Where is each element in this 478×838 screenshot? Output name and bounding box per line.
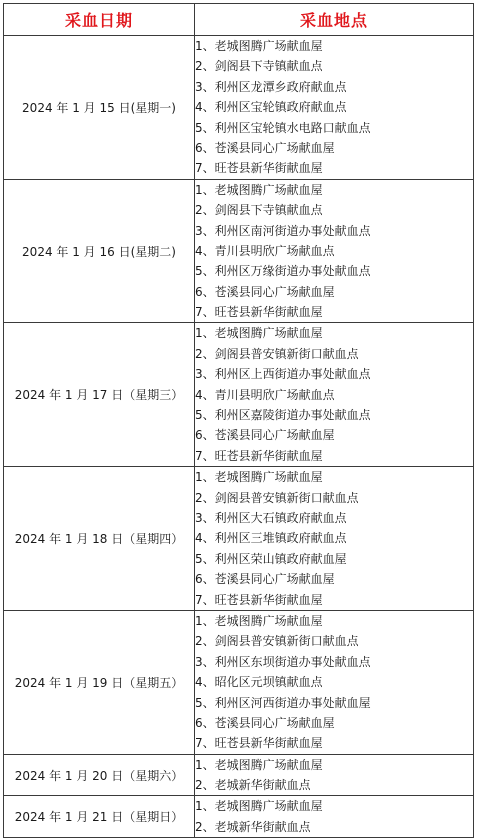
schedule-row [4, 36, 474, 180]
site-item: 3、利州区大石镇政府献血点 [195, 510, 347, 525]
site-item: 7、旺苍县新华街献血屋 [195, 448, 323, 463]
site-item: 6、苍溪县同心广场献血屋 [195, 284, 335, 299]
date-column-header: 采血日期 [4, 4, 195, 36]
site-item: 6、苍溪县同心广场献血屋 [195, 572, 335, 587]
site-item: 6、苍溪县同心广场献血屋 [195, 140, 335, 155]
site-item: 2、剑阁县普安镇新街口献血点 [195, 634, 359, 649]
site-item: 5、利州区荣山镇政府献血屋 [195, 551, 347, 566]
date-cell: 2024 年 1 月 18 日（星期四） [4, 467, 195, 611]
site-item: 5、利州区宝轮镇水电路口献血点 [195, 120, 371, 135]
sites-cell [195, 754, 474, 796]
site-item: 5、利州区万缘街道办事处献血点 [195, 264, 371, 279]
site-item: 4、昭化区元坝镇献血点 [195, 675, 323, 690]
site-item: 3、利州区上西街道办事处献血点 [195, 367, 371, 382]
site-item: 2、老城新华街献血点 [195, 819, 311, 834]
schedule-row [4, 610, 474, 754]
site-item: 4、利州区宝轮镇政府献血点 [195, 100, 347, 115]
schedule-body [4, 36, 474, 838]
site-item: 1、老城图腾广场献血屋 [195, 39, 323, 53]
site-item: 2、剑阁县普安镇新街口献血点 [195, 490, 359, 505]
schedule-row [4, 467, 474, 611]
site-item: 4、利州区三堆镇政府献血点 [195, 531, 347, 546]
site-item: 5、利州区河西街道办事处献血屋 [195, 695, 371, 710]
site-item: 1、老城图腾广场献血屋 [195, 613, 323, 628]
site-item: 7、旺苍县新华街献血屋 [195, 161, 323, 176]
table-header-row [4, 4, 474, 36]
site-item: 7、旺苍县新华街献血屋 [195, 736, 323, 751]
site-item: 1、老城图腾广场献血屋 [195, 326, 323, 341]
site-item: 1、老城图腾广场献血屋 [195, 470, 323, 485]
site-item: 2、剑阁县下寺镇献血点 [195, 59, 323, 74]
sites-cell [195, 467, 474, 611]
date-cell: 2024 年 1 月 16 日(星期二) [4, 179, 195, 323]
sites-cell [195, 610, 474, 754]
site-item: 3、利州区南河街道办事处献血点 [195, 223, 371, 238]
site-item: 5、利州区嘉陵街道办事处献血点 [195, 408, 371, 423]
donation-schedule-table [3, 3, 474, 838]
date-cell: 2024 年 1 月 21 日（星期日） [4, 796, 195, 838]
schedule-row [4, 179, 474, 323]
sites-cell [195, 796, 474, 838]
site-item: 2、老城新华街献血点 [195, 778, 311, 793]
site-item: 3、利州区东坝街道办事处献血点 [195, 654, 371, 669]
site-item: 3、利州区龙潭乡政府献血点 [195, 79, 347, 94]
date-cell: 2024 年 1 月 15 日(星期一) [4, 36, 195, 180]
site-item: 6、苍溪县同心广场献血屋 [195, 428, 335, 443]
sites-cell [195, 179, 474, 323]
site-item: 6、苍溪县同心广场献血屋 [195, 715, 335, 730]
site-item: 7、旺苍县新华街献血屋 [195, 305, 323, 320]
date-cell: 2024 年 1 月 19 日（星期五） [4, 610, 195, 754]
sites-cell [195, 36, 474, 180]
schedule-row [4, 796, 474, 838]
site-item: 1、老城图腾广场献血屋 [195, 757, 323, 772]
site-item: 4、青川县明欣广场献血点 [195, 243, 335, 258]
date-cell: 2024 年 1 月 17 日（星期三） [4, 323, 195, 467]
schedule-row [4, 754, 474, 796]
site-item: 2、剑阁县普安镇新街口献血点 [195, 346, 359, 361]
site-item: 1、老城图腾广场献血屋 [195, 799, 323, 814]
site-item: 4、青川县明欣广场献血点 [195, 387, 335, 402]
site-item: 7、旺苍县新华街献血屋 [195, 592, 323, 607]
schedule-row [4, 323, 474, 467]
sites-cell [195, 323, 474, 467]
site-item: 1、老城图腾广场献血屋 [195, 182, 323, 197]
site-item: 2、剑阁县下寺镇献血点 [195, 203, 323, 218]
date-cell: 2024 年 1 月 20 日（星期六） [4, 754, 195, 796]
site-column-header: 采血地点 [195, 4, 474, 36]
